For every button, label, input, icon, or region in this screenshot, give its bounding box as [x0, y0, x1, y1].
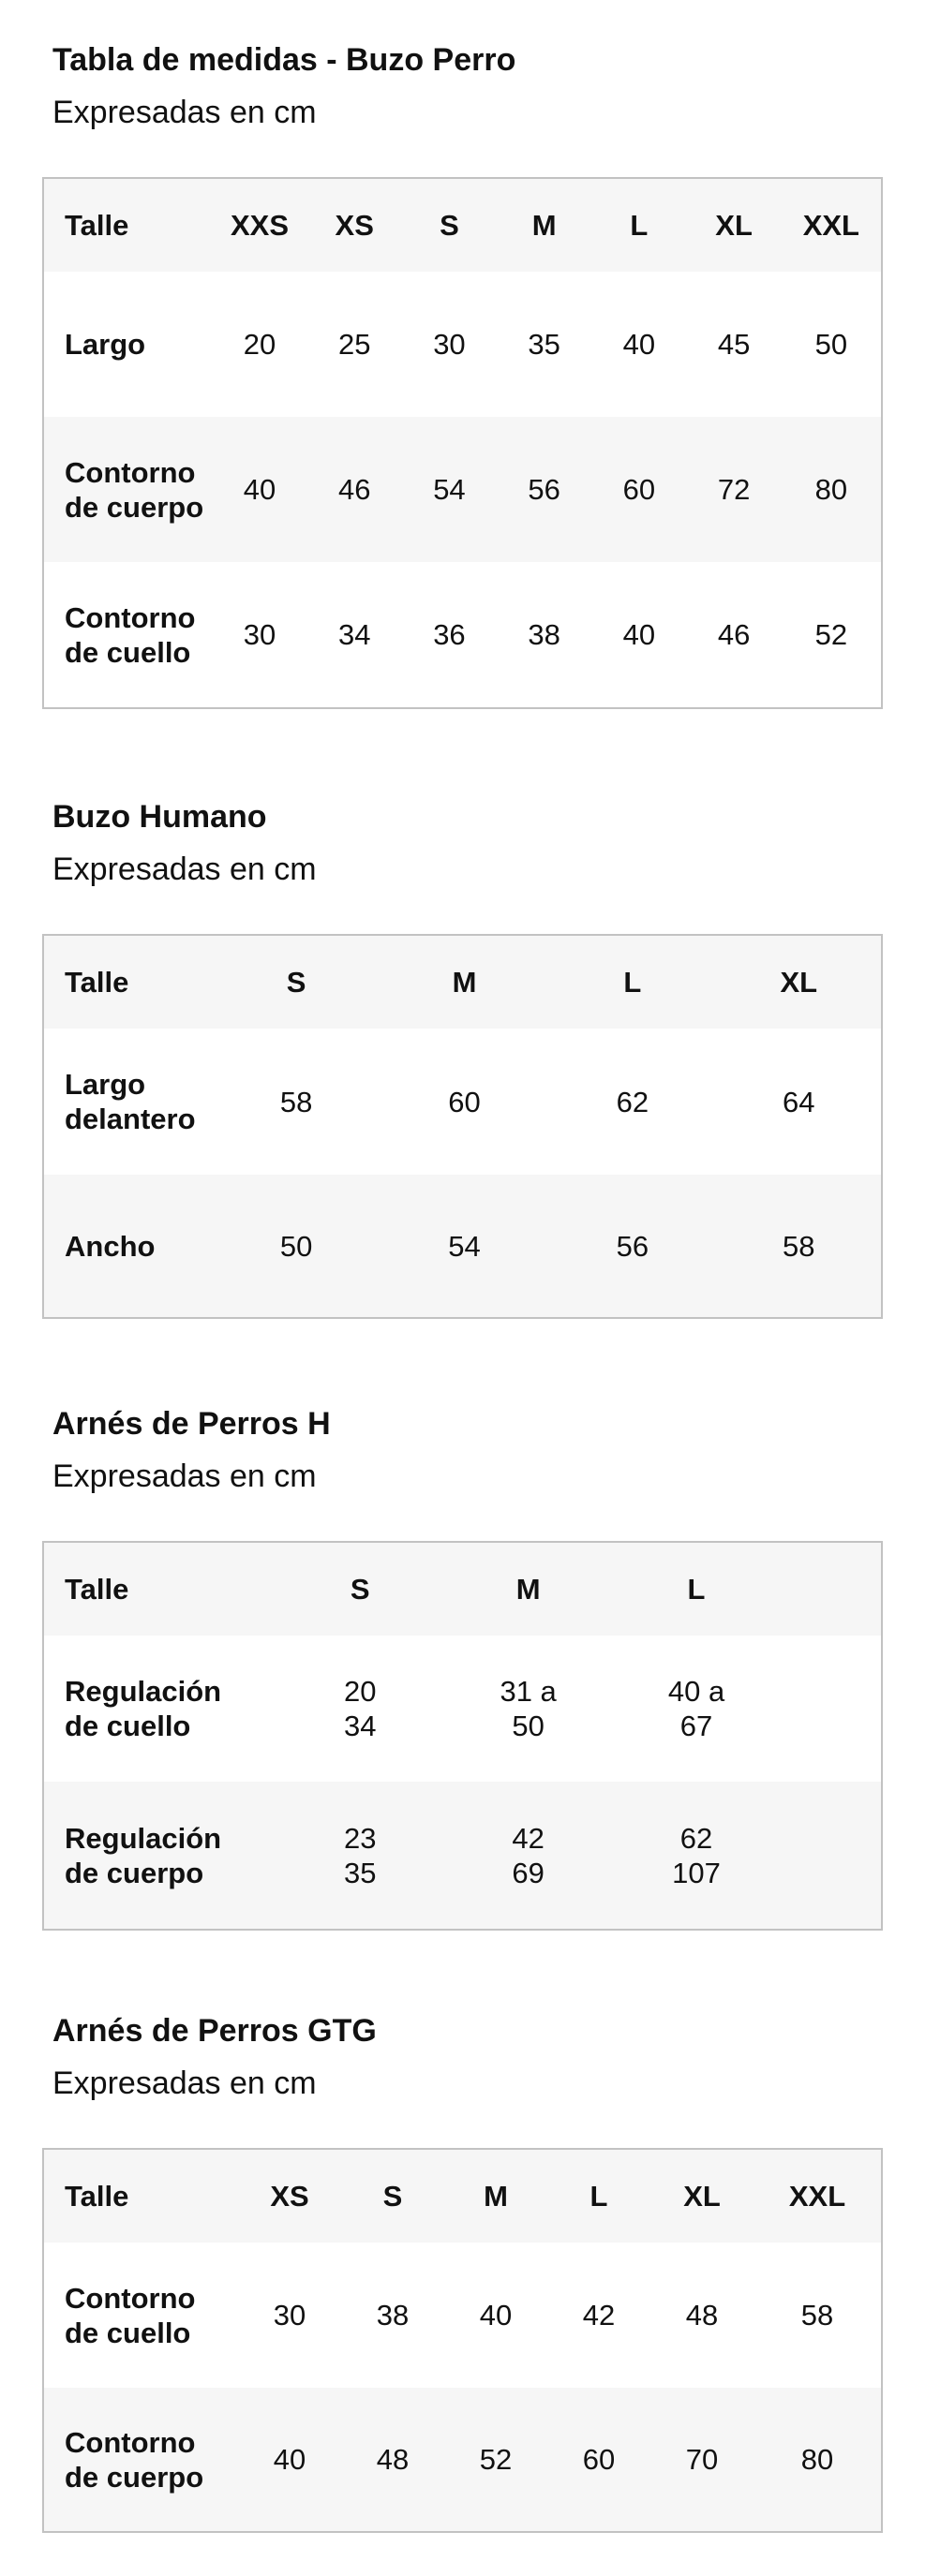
size-table: [42, 934, 883, 1319]
measurement-cell: 40 a 67: [612, 1636, 780, 1782]
measurement-cell: 38: [341, 2243, 444, 2388]
measurement-cell: 40: [591, 272, 686, 417]
measurement-cell: 72: [686, 417, 781, 562]
table-row: [43, 1782, 882, 1930]
measurement-cell: 56: [548, 1175, 716, 1318]
size-header-cell: L: [591, 178, 686, 272]
size-table: [42, 2148, 883, 2533]
section-subtitle: Expresadas en cm: [52, 2065, 317, 2101]
measurement-cell: 62 107: [612, 1782, 780, 1930]
empty-cell: [781, 1542, 882, 1636]
size-header-cell: S: [212, 935, 380, 1029]
measurement-cell: 20 34: [276, 1636, 444, 1782]
size-header-cell: S: [341, 2149, 444, 2243]
size-header-cell: XS: [307, 178, 402, 272]
row-label: Contorno de cuerpo: [43, 417, 212, 562]
size-header-cell: M: [444, 2149, 547, 2243]
row-label: Largo delantero: [43, 1029, 212, 1175]
size-header-cell: XL: [686, 178, 781, 272]
row-label: Regulación de cuello: [43, 1636, 276, 1782]
measurement-cell: 40: [444, 2243, 547, 2388]
row-label: Ancho: [43, 1175, 212, 1318]
measurement-cell: 30: [238, 2243, 341, 2388]
measurement-cell: 60: [380, 1029, 548, 1175]
measurement-cell: 40: [212, 417, 306, 562]
measurement-cell: 62: [548, 1029, 716, 1175]
table-row: [43, 1175, 882, 1318]
measurement-cell: 48: [650, 2243, 753, 2388]
measurement-cell: 23 35: [276, 1782, 444, 1930]
size-table: [42, 177, 883, 709]
measurement-cell: 52: [444, 2388, 547, 2532]
size-header-cell: XXS: [212, 178, 306, 272]
size-header-cell: M: [380, 935, 548, 1029]
measurement-cell: 60: [547, 2388, 650, 2532]
size-header-cell: L: [612, 1542, 780, 1636]
table-row: [43, 562, 882, 708]
measurement-cell: 31 a 50: [444, 1636, 612, 1782]
measurement-cell: 34: [307, 562, 402, 708]
measurement-cell: 48: [341, 2388, 444, 2532]
row-label: Largo: [43, 272, 212, 417]
empty-cell: [781, 1636, 882, 1782]
row-label: Contorno de cuello: [43, 2243, 238, 2388]
section-subtitle: Expresadas en cm: [52, 1458, 317, 1494]
measurement-cell: 56: [497, 417, 591, 562]
measurement-cell: 36: [402, 562, 497, 708]
measurement-cell: 30: [212, 562, 306, 708]
table-row: [43, 2388, 882, 2532]
table-header-row: [43, 1542, 882, 1636]
measurement-cell: 30: [402, 272, 497, 417]
table-row: [43, 1029, 882, 1175]
size-header-cell: L: [548, 935, 716, 1029]
header-label: Talle: [43, 2149, 238, 2243]
table-header-row: [43, 935, 882, 1029]
section-subtitle: Expresadas en cm: [52, 95, 317, 130]
table-row: [43, 1636, 882, 1782]
measurement-cell: 58: [753, 2243, 882, 2388]
measurement-cell: 64: [717, 1029, 882, 1175]
measurement-cell: 52: [782, 562, 882, 708]
measurement-cell: 45: [686, 272, 781, 417]
measurement-cell: 60: [591, 417, 686, 562]
size-table: [42, 1541, 883, 1931]
measurement-cell: 46: [686, 562, 781, 708]
table-row: [43, 272, 882, 417]
size-header-cell: XXL: [753, 2149, 882, 2243]
row-label: Contorno de cuerpo: [43, 2388, 238, 2532]
measurement-cell: 80: [753, 2388, 882, 2532]
header-label: Talle: [43, 935, 212, 1029]
table-row: [43, 2243, 882, 2388]
measurement-cell: 50: [782, 272, 882, 417]
measurement-cell: 40: [238, 2388, 341, 2532]
size-header-cell: M: [444, 1542, 612, 1636]
measurement-cell: 58: [717, 1175, 882, 1318]
section-title: Arnés de Perros GTG: [52, 2013, 377, 2049]
table-row: [43, 417, 882, 562]
measurement-cell: 20: [212, 272, 306, 417]
section-subtitle: Expresadas en cm: [52, 851, 317, 887]
measurement-cell: 80: [782, 417, 882, 562]
table-header-row: [43, 178, 882, 272]
row-label: Contorno de cuello: [43, 562, 212, 708]
section-title: Arnés de Perros H: [52, 1406, 331, 1442]
measurement-cell: 35: [497, 272, 591, 417]
measurement-cell: 40: [591, 562, 686, 708]
size-header-cell: XL: [650, 2149, 753, 2243]
size-header-cell: XS: [238, 2149, 341, 2243]
header-label: Talle: [43, 1542, 276, 1636]
section-title: Buzo Humano: [52, 799, 267, 835]
empty-cell: [781, 1782, 882, 1930]
measurement-cell: 38: [497, 562, 591, 708]
size-header-cell: S: [402, 178, 497, 272]
measurement-cell: 25: [307, 272, 402, 417]
measurement-cell: 46: [307, 417, 402, 562]
measurement-cell: 54: [402, 417, 497, 562]
measurement-cell: 50: [212, 1175, 380, 1318]
header-label: Talle: [43, 178, 212, 272]
size-header-cell: M: [497, 178, 591, 272]
measurement-cell: 54: [380, 1175, 548, 1318]
measurement-cell: 58: [212, 1029, 380, 1175]
measurement-cell: 42: [547, 2243, 650, 2388]
size-header-cell: XL: [717, 935, 882, 1029]
size-header-cell: XXL: [782, 178, 882, 272]
measurement-cell: 70: [650, 2388, 753, 2532]
size-header-cell: S: [276, 1542, 444, 1636]
table-header-row: [43, 2149, 882, 2243]
size-header-cell: L: [547, 2149, 650, 2243]
measurement-cell: 42 69: [444, 1782, 612, 1930]
section-title: Tabla de medidas - Buzo Perro: [52, 42, 516, 78]
row-label: Regulación de cuerpo: [43, 1782, 276, 1930]
